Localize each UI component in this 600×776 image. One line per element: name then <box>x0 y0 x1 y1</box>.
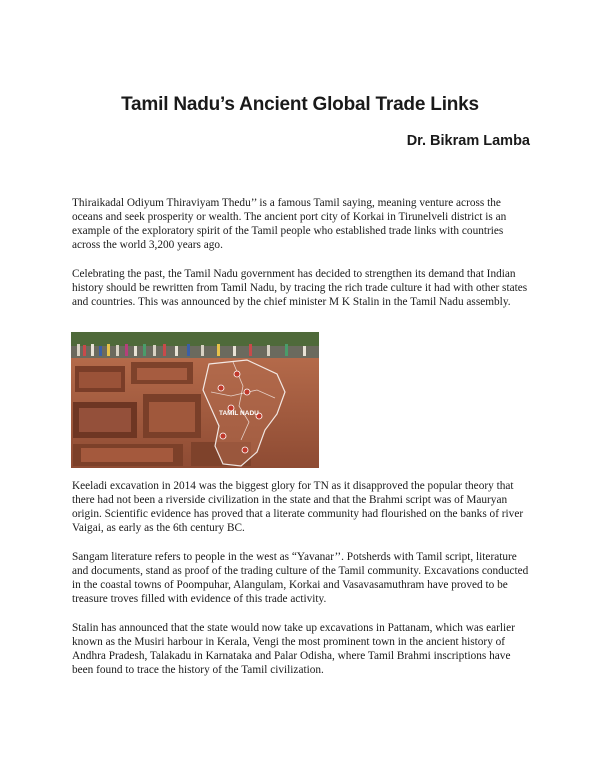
author-name: Dr. Bikram Lamba <box>406 133 530 149</box>
article-title: Tamil Nadu’s Ancient Global Trade Links <box>121 94 479 115</box>
excavation-image <box>71 332 319 468</box>
paragraph-5: Stalin has announced that the state would now take up excavations in Pattanam, which was earlier known as the Musiri harbour in Kerala, Vengi the most prominent town in the ancient history of Andhra Pradesh, Talakadu in Karnataka and Palar Odisha, where Tamil Brahmi inscriptions have been found to trace the history of the Tamil civilization. <box>72 622 515 677</box>
excavation-map-photo <box>71 332 319 468</box>
paragraph-3: Keeladi excavation in 2014 was the biggest glory for TN as it disapproved the popular theory that there had not been a riverside civilization in the state and that the Brahmi script was of Mauryan origin. Scientific evidence has proved that a literate community had flourished on the banks of river Vaigai, as early as the 6th century BC. <box>72 480 524 535</box>
map-label: TAMIL NADU <box>219 410 259 417</box>
paragraph-1: Thiraikadal Odiyum Thiraviyam Thedu’’ is a famous Tamil saying, meaning venture across the oceans and seek prosperity or wealth. The ancient port city of Korkai in Tirunelveli district is an example of the exploratory spirit of the Tamil people who established trade links with countries across the world 3,200 years ago. <box>72 197 507 252</box>
paragraph-2: Celebrating the past, the Tamil Nadu government has decided to strengthen its demand that Indian history should be rewritten from Tamil Nadu, by tracing the rich trade culture it had with other states and countries. This was announced by the chief minister M K Stalin in the Tamil Nadu assembly. <box>72 268 528 309</box>
paragraph-4: Sangam literature refers to people in the west as “Yavanar’’. Potsherds with Tamil script, literature and documents, stand as proof of the trading culture of the Tamil community. Excavations conducted in the coastal towns of Poompuhar, Alangulam, Korkai and Vasavasamuthram have proved to be treasure troves filled with evidence of this trade activity. <box>72 551 529 606</box>
